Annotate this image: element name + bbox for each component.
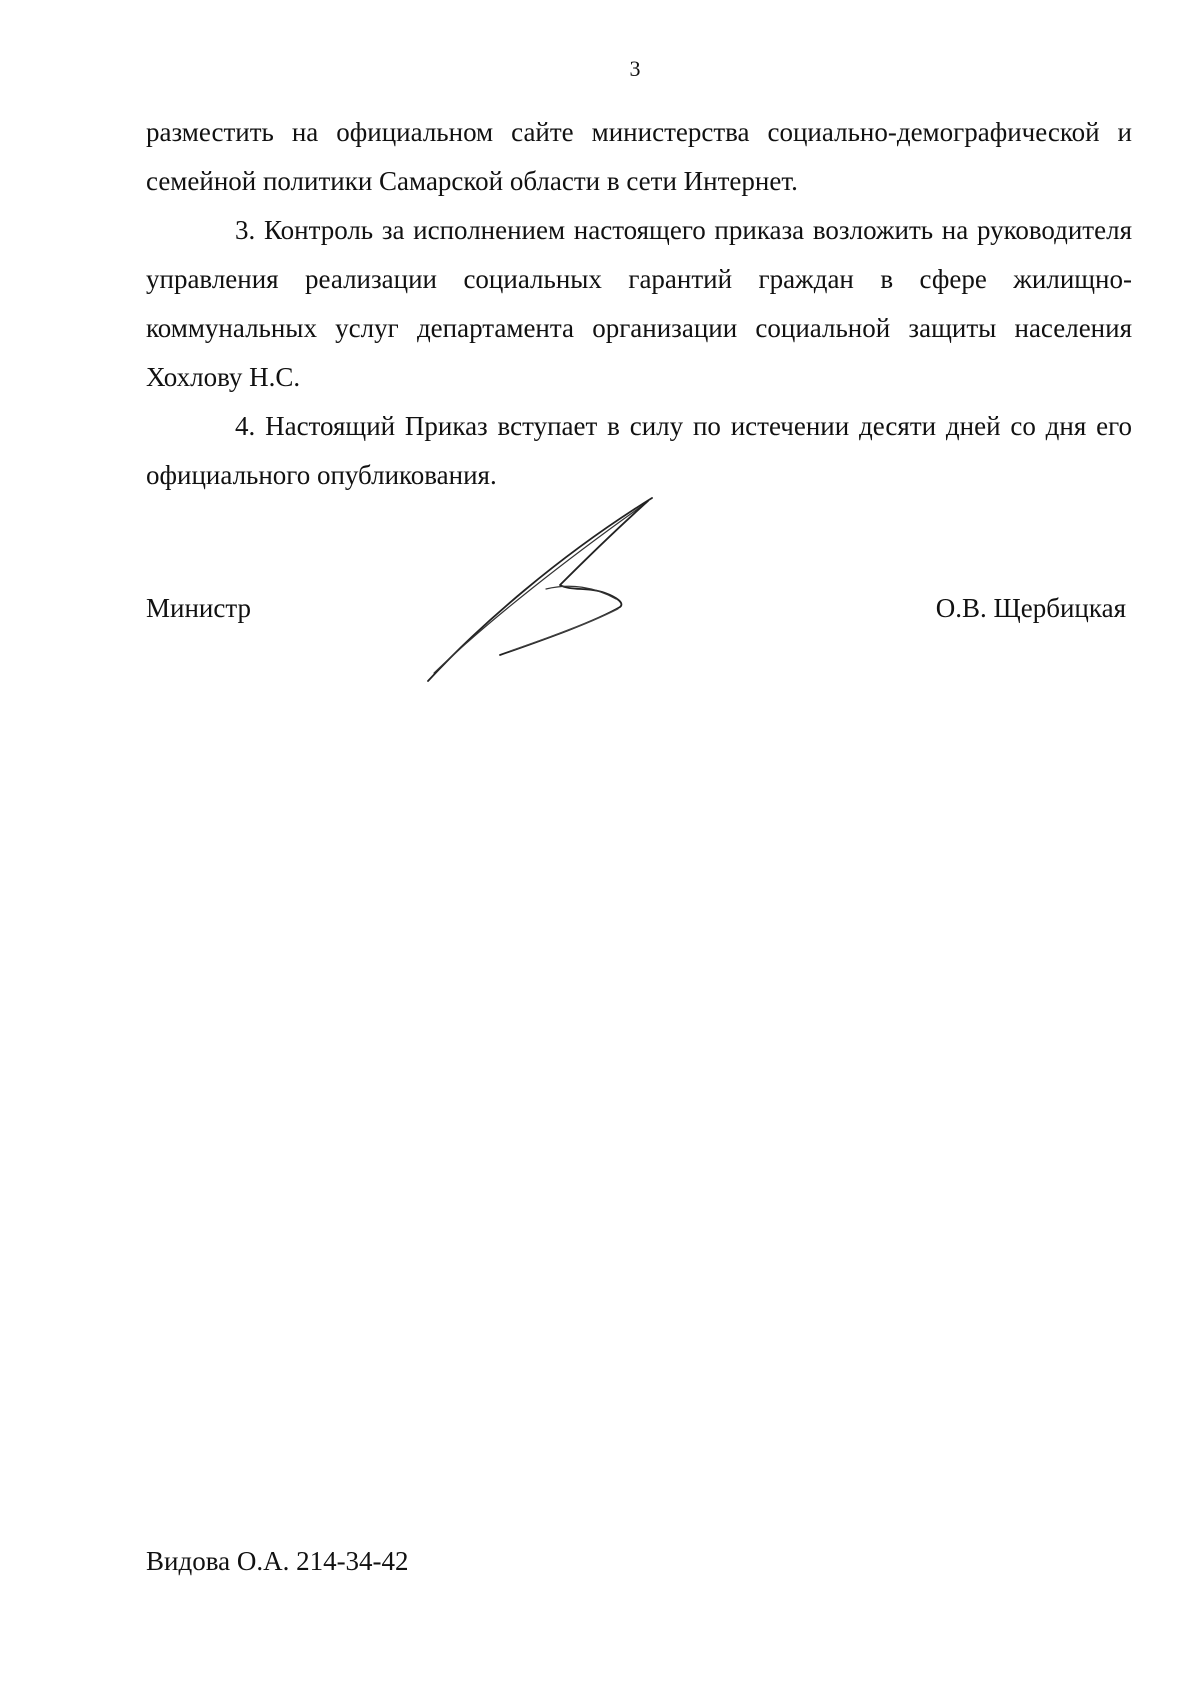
paragraph-continuation: разместить на официальном сайте министерства социально-демографической и семейной политики Самарской области в сети Интернет. (146, 117, 1132, 196)
page-number: 3 (629, 56, 641, 81)
document-body (146, 108, 1132, 500)
signatory-name: О.В. Щербицкая (935, 593, 1126, 623)
executor-contact: Видова О.А. 214-34-42 (146, 1546, 409, 1576)
paragraph-item-3: 3. Контроль за исполнением настоящего приказа возложить на руководителя управления реализации социальных гарантий граждан в сфере жилищно-коммунальных услуг департамента организации социальной защиты населения Хохлову Н.С. (146, 215, 1132, 392)
signatory-position: Министр (146, 593, 251, 623)
handwritten-signature (420, 495, 690, 685)
paragraph-item-4: 4. Настоящий Приказ вступает в силу по истечении десяти дней со дня его официального опубликования. (146, 411, 1132, 490)
